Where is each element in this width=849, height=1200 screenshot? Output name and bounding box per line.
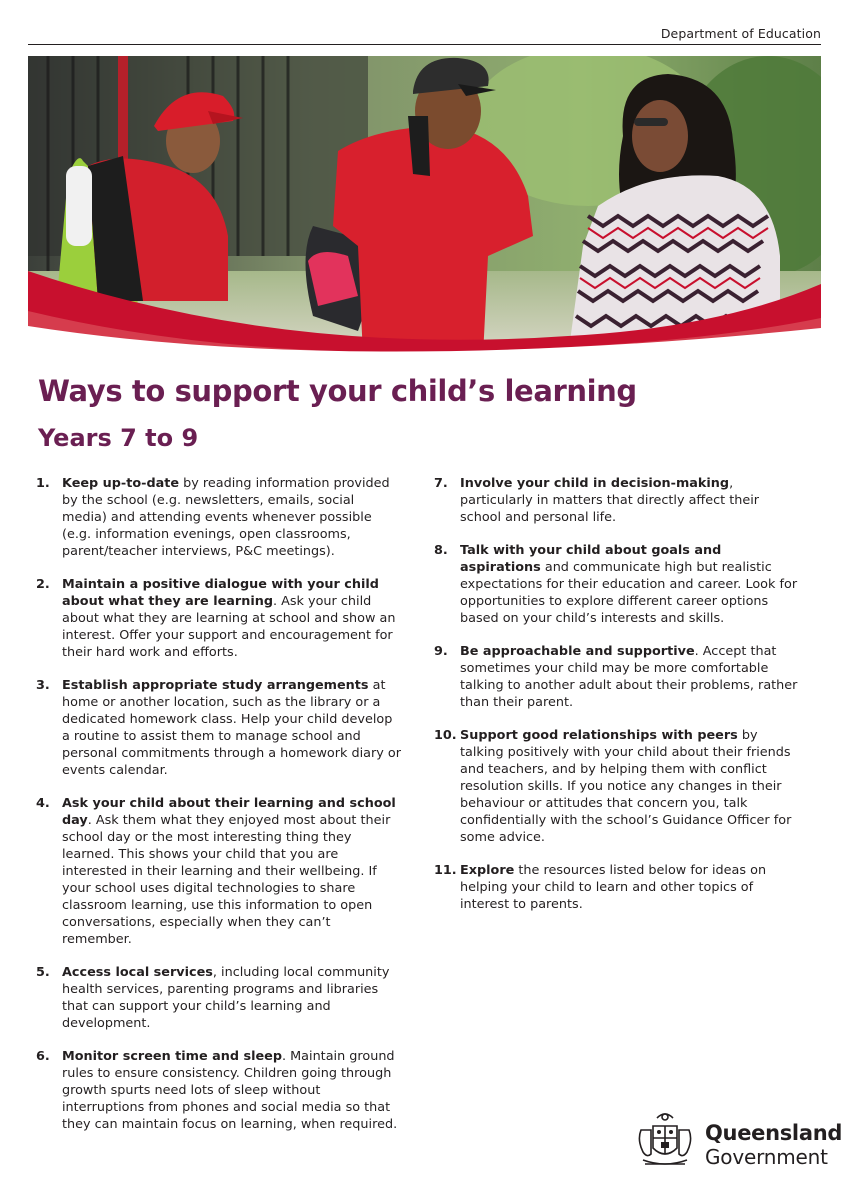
item-number: 9. <box>434 644 448 659</box>
item-body: . Ask your child about what they are learning at school and show an interest. Offer your support and encouragement for their hard work and efforts. <box>62 594 396 660</box>
list-item <box>434 862 799 913</box>
queensland-coat-of-arms-icon <box>633 1108 697 1172</box>
item-body: , particularly in matters that directly affect their school and personal life. <box>460 476 760 525</box>
item-body: . Ask them what they enjoyed most about their school day or the most interesting thing they learned. This shows your child that you are interested in their learning and their wellbeing. If your school uses digital technologies to share classroom learning, use this information to open conversations, especially when they can’t remember. <box>62 813 391 947</box>
item-body: at home or another location, such as the library or a dedicated homework class. Help your child develop a routine to assist them to manage school and personal commitments through a homework diary or events calendar. <box>62 678 401 778</box>
item-number: 7. <box>434 476 448 491</box>
page-title: Ways to support your child’s learning <box>38 374 637 408</box>
logo-line-government: Government <box>705 1145 828 1169</box>
list-item <box>434 542 799 627</box>
list-item <box>36 964 401 1032</box>
item-heading: Ask your child about their learning and school day <box>62 796 396 828</box>
photo-three-people-walking <box>28 56 821 356</box>
list-item <box>36 795 401 948</box>
item-body: , including local community health services, parenting programs and libraries that can support your child’s learning and development. <box>62 965 390 1031</box>
item-heading: Maintain a positive dialogue with your child about what they are learning <box>62 577 379 609</box>
item-heading: Monitor screen time and sleep <box>62 1049 282 1064</box>
item-heading: Be approachable and supportive <box>460 644 695 659</box>
list-item <box>36 475 401 560</box>
tips-column-right <box>434 475 799 929</box>
list-item <box>434 475 799 526</box>
item-number: 3. <box>36 678 50 693</box>
item-number: 6. <box>36 1049 50 1064</box>
item-heading: Keep up-to-date <box>62 476 180 491</box>
item-heading: Involve your child in decision-making <box>460 476 730 491</box>
list-item <box>434 643 799 711</box>
item-heading: Talk with your child about goals and aspirations <box>460 543 722 575</box>
list-item <box>36 1048 401 1133</box>
item-body: by reading information provided by the school (e.g. newsletters, emails, social media) and attending events whenever possible (e.g. information evenings, open classrooms, parent/teacher interviews, P&C meetings). <box>62 476 390 559</box>
item-number: 5. <box>36 965 50 980</box>
item-body: the resources listed below for ideas on helping your child to learn and other topics of interest to parents. <box>460 863 767 912</box>
department-name: Department of Education <box>660 26 821 41</box>
tips-column-left <box>36 475 401 1149</box>
item-number: 2. <box>36 577 50 592</box>
hero-photo <box>28 56 821 356</box>
queensland-government-logo <box>633 1108 843 1172</box>
item-body: by talking positively with your child about their friends and teachers, and by helping them with conflict resolution skills. If you notice any changes in their behaviour or attitudes that concern you, talk confidentially with the school’s Guidance Officer for some advice. <box>460 728 792 845</box>
item-number: 1. <box>36 476 50 491</box>
header-rule <box>28 44 821 45</box>
item-heading: Access local services <box>62 965 213 980</box>
list-item <box>36 576 401 661</box>
item-heading: Support good relationships with peers <box>460 728 738 743</box>
item-number: 11. <box>434 863 457 878</box>
item-body: and communicate high but realistic expectations for their education and career. Look for opportunities to explore different career options based on your child’s interests and skills. <box>460 560 798 626</box>
item-body: . Accept that sometimes your child may be more comfortable talking to another adult about their problems, rather than their parent. <box>460 644 798 710</box>
list-item <box>36 677 401 779</box>
list-item <box>434 727 799 846</box>
page-subtitle: Years 7 to 9 <box>38 424 199 452</box>
item-heading: Establish appropriate study arrangements <box>62 678 369 693</box>
item-number: 10. <box>434 728 457 743</box>
item-body: . Maintain ground rules to ensure consistency. Children going through growth spurts need lots of sleep without interruptions from phones and social media so that they can maintain focus on learning, when required. <box>62 1049 398 1132</box>
logo-line-queensland: Queensland <box>705 1121 843 1145</box>
item-number: 4. <box>36 796 50 811</box>
item-number: 8. <box>434 543 448 558</box>
item-heading: Explore <box>460 863 515 878</box>
